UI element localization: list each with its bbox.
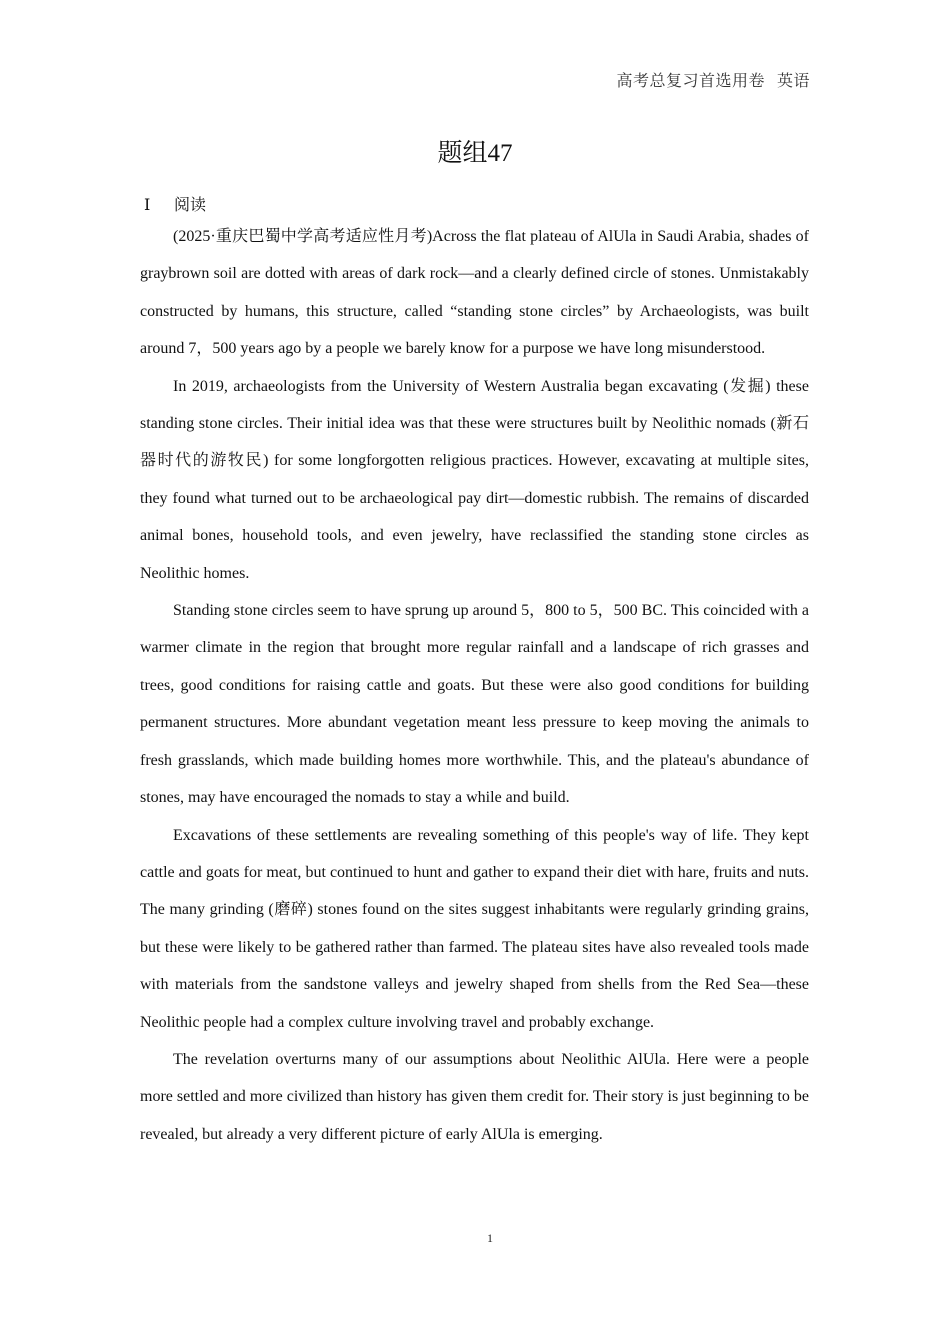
header-book-title: 高考总复习首选用卷 [616,73,765,90]
header-subject: 英语 [776,73,810,90]
page-title: 题组47 [437,140,513,167]
page-header [616,68,810,91]
paragraph-4: Excavations of these settlements are revealing something of this people's way of life. They kept cattle and goats for meat, but continued to hunt and gather to expand their diet with hare, fruits and nuts. The many grinding (磨碎) stones found on the sites suggest inhabitants were regularly grinding grains, but these were likely to be gathered rather than farmed. The plateau sites have also revealed tools made with materials from the sandstone valleys and jewelry shaped from shells from the Red Sea—these Neolithic people had a complex culture involving travel and probably exchange. [140,826,809,1031]
paragraph-5: The revelation overturns many of our assumptions about Neolithic AlUla. Here were a people more settled and more civilized than history has given them credit for. Their story is just beginning to be revealed, but already a very different picture of early AlUla is emerging. [140,1050,809,1143]
section-number: Ⅰ [144,197,151,214]
paragraph-1: (2025·重庆巴蜀中学高考适应性月考)Across the flat plateau of AlUla in Saudi Arabia, shades of graybrown soil are dotted with areas of dark rock—and a clearly defined circle of stones. Unmistakably constructed by humans, this structure, called “standing stone circles” by Archaeologists, was built around 7，500 years ago by a people we barely know for a purpose we have long misunderstood. [140,228,809,358]
paragraph-2: In 2019, archaeologists from the University of Western Australia began excavating (发掘) these standing stone circles. Their initial idea was that these were structures built by Neolithic nomads (新石器时代的游牧民) for some longforgotten religious practices. However, excavating at multiple sites, they found what turned out to be archaeological pay dirt—domestic rubbish. The remains of discarded animal bones, household tools, and even jewelry, have reclassified the standing stone circles as Neolithic homes. [140,377,809,582]
page-number: 1 [487,1231,493,1245]
reading-passage [140,218,809,1153]
paragraph-3: Standing stone circles seem to have sprung up around 5，800 to 5，500 BC. This coincided with a warmer climate in the region that brought more regular rainfall and a landscape of rich grasses and trees, good conditions for raising cattle and goats. But these were also good conditions for building permanent structures. More abundant vegetation meant less pressure to keep moving the animals to fresh grasslands, which made building homes more worthwhile. This, and the plateau's abundance of stones, may have encouraged the nomads to stay a while and build. [140,602,809,807]
section-heading [144,192,206,215]
section-label: 阅读 [174,197,207,214]
